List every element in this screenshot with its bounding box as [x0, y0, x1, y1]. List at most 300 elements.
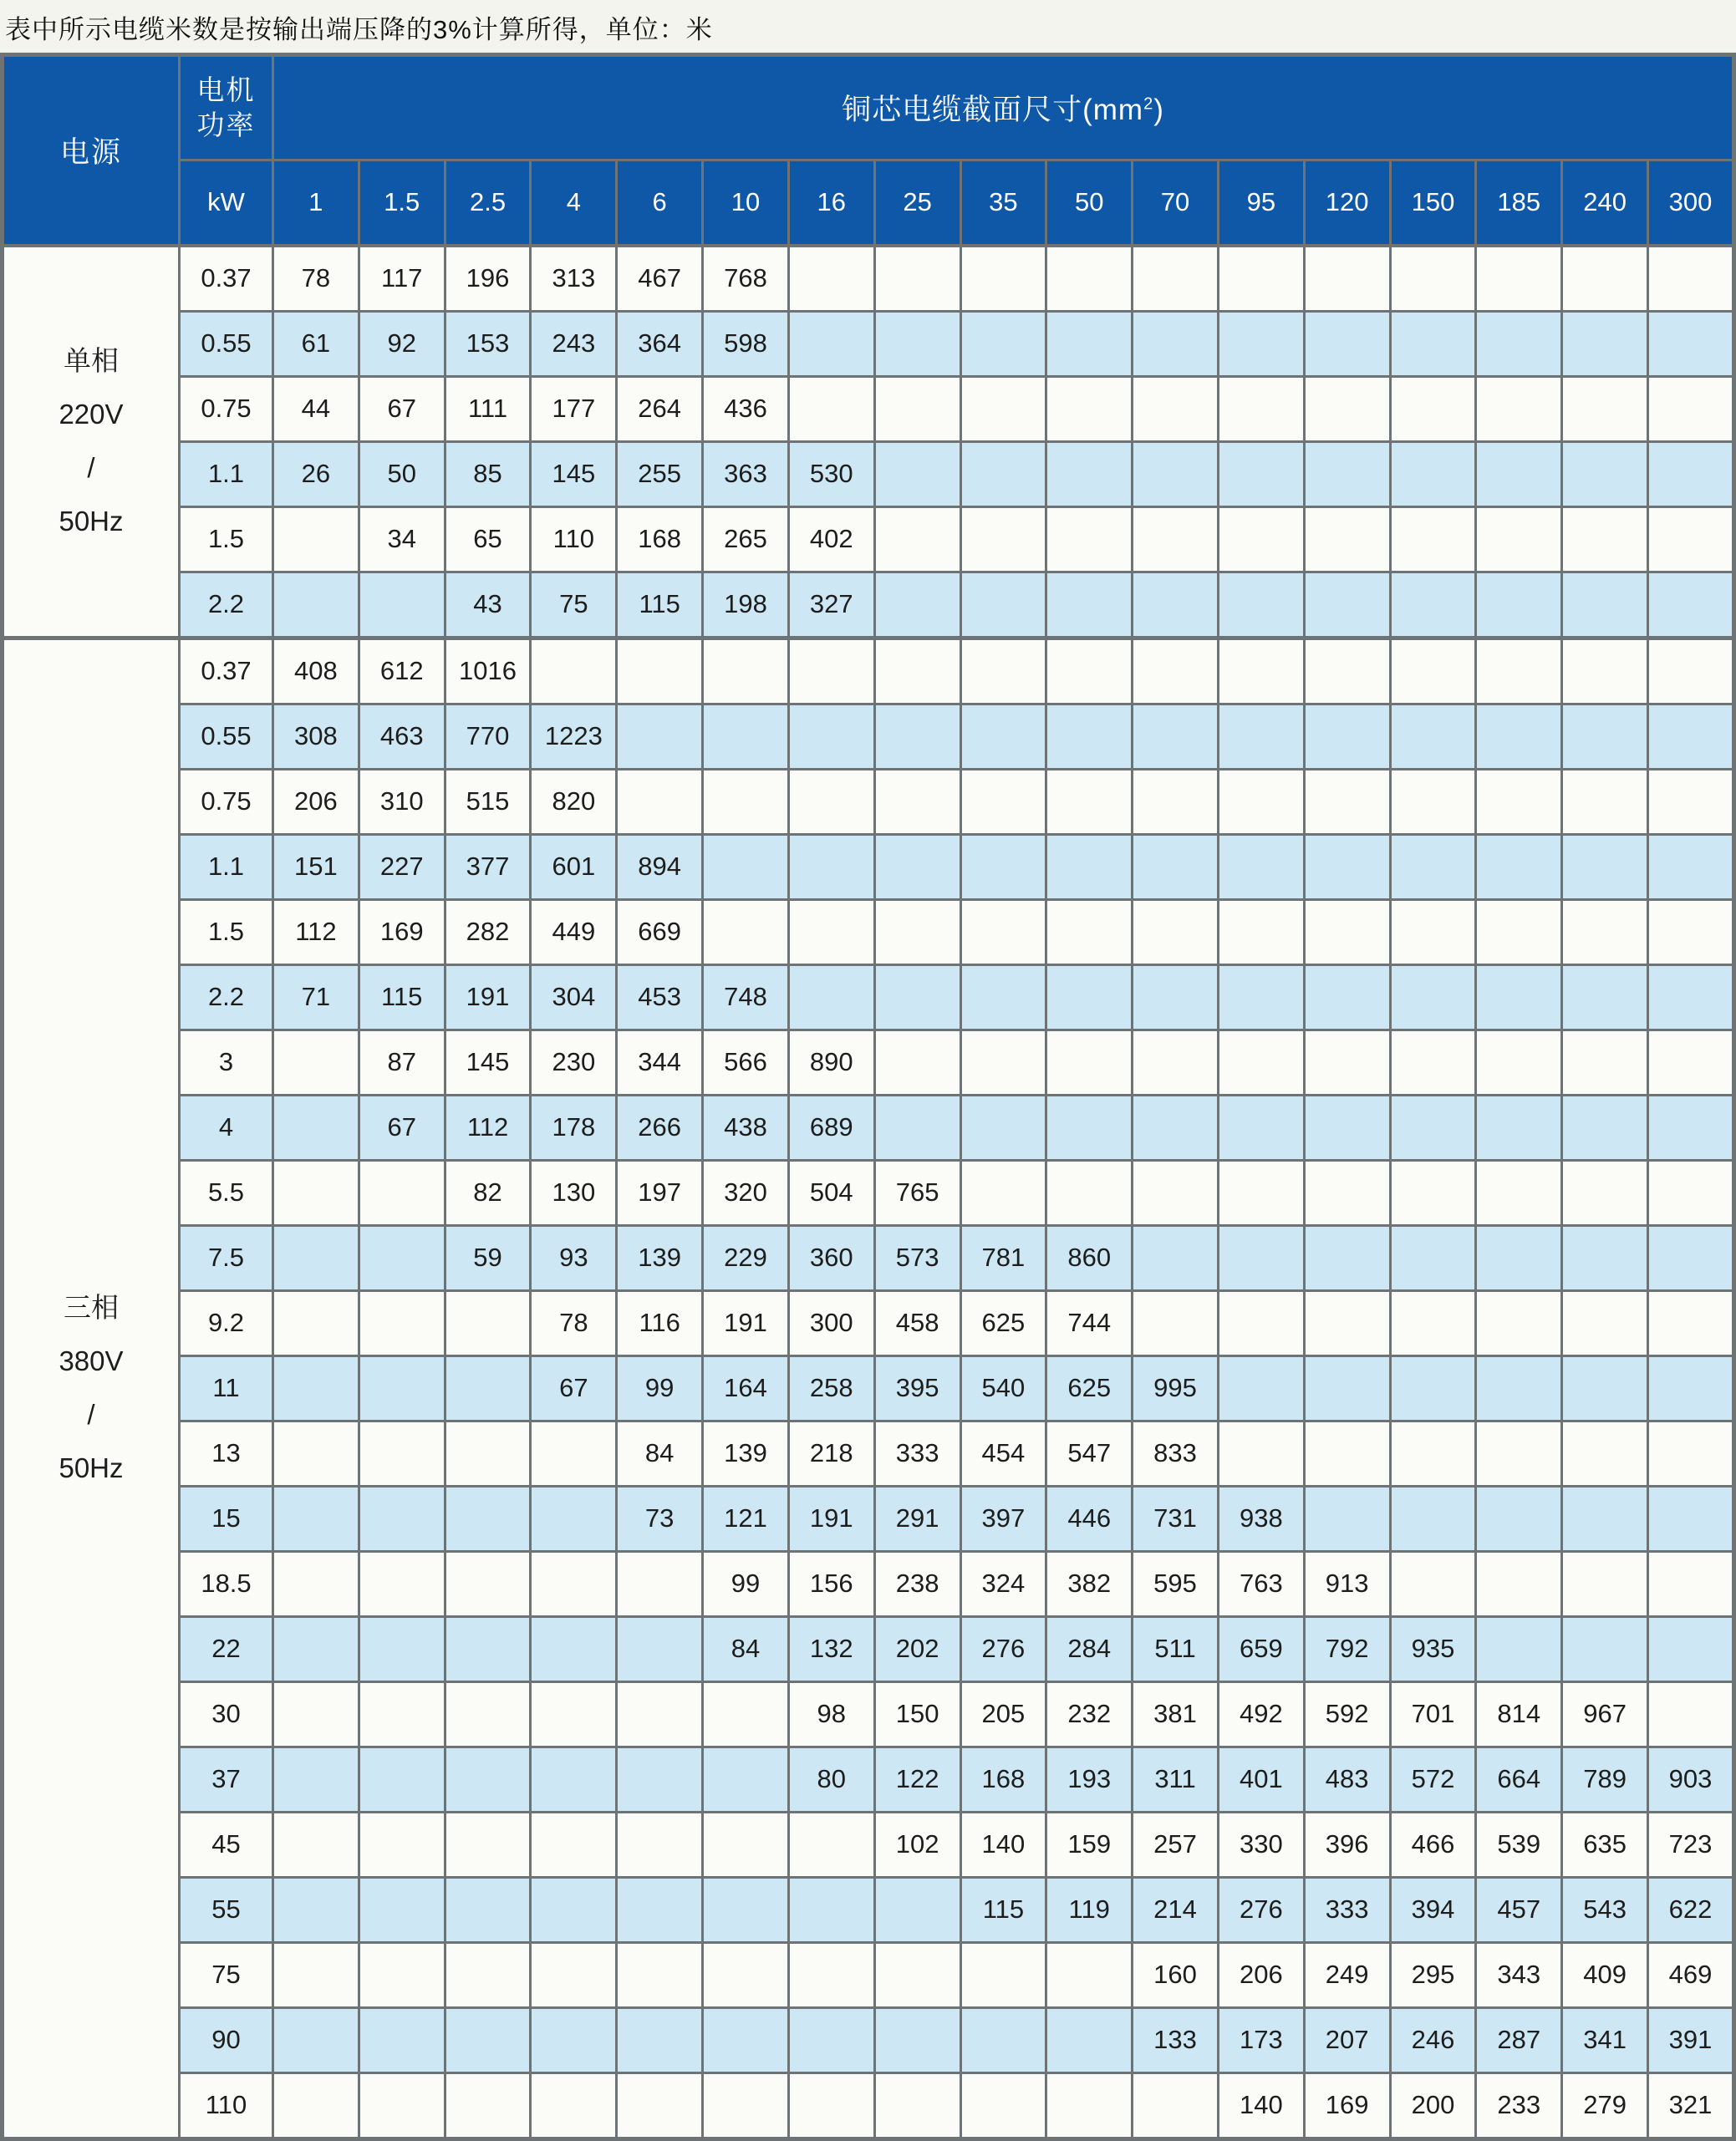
size-col-header: 185	[1476, 160, 1562, 246]
cable-length-cell: 860	[1046, 1225, 1133, 1290]
cable-length-cell	[1390, 834, 1476, 899]
cable-length-cell	[1390, 1030, 1476, 1095]
cable-length-cell	[1304, 572, 1390, 638]
cable-length-cell: 364	[617, 311, 703, 376]
cable-length-cell: 598	[703, 311, 789, 376]
cable-length-cell	[1133, 572, 1219, 638]
cable-length-cell: 789	[1562, 1747, 1648, 1812]
size-col-header: 150	[1390, 160, 1476, 246]
size-col-header: 6	[617, 160, 703, 246]
cable-length-cell	[1476, 1551, 1562, 1616]
power-source-header: 电源	[3, 55, 180, 246]
cable-length-cell: 701	[1390, 1681, 1476, 1747]
cable-length-cell: 659	[1218, 1616, 1304, 1681]
size-col-header: 2.5	[445, 160, 531, 246]
power-source-label-line: 三相	[64, 1292, 119, 1323]
cable-length-cell: 130	[531, 1160, 617, 1225]
cable-length-cell: 78	[531, 1290, 617, 1355]
cable-length-cell: 265	[703, 506, 789, 572]
cable-length-cell: 333	[874, 1421, 960, 1486]
cable-length-cell: 547	[1046, 1421, 1133, 1486]
cable-length-cell	[1046, 834, 1133, 899]
motor-power-cell: 75	[180, 1942, 273, 2007]
cable-length-cell	[1562, 246, 1648, 312]
cable-length-cell: 504	[788, 1160, 874, 1225]
cable-length-cell	[1304, 769, 1390, 834]
cable-length-cell	[1218, 1030, 1304, 1095]
cable-length-cell: 295	[1390, 1942, 1476, 2007]
cable-length-cell: 321	[1648, 2072, 1734, 2138]
cable-length-cell	[531, 638, 617, 704]
cable-length-cell	[1046, 2007, 1133, 2072]
cable-length-cell: 1016	[445, 638, 531, 704]
motor-power-cell: 9.2	[180, 1290, 273, 1355]
cable-length-cell	[703, 2007, 789, 2072]
cable-length-cell: 341	[1562, 2007, 1648, 2072]
cable-length-cell: 395	[874, 1355, 960, 1421]
cable-length-cell	[1133, 441, 1219, 506]
cable-length-cell	[1218, 376, 1304, 441]
cable-length-cell: 110	[531, 506, 617, 572]
cable-length-cell: 67	[531, 1355, 617, 1421]
cable-length-cell: 230	[531, 1030, 617, 1095]
cable-length-cell	[1390, 1551, 1476, 1616]
cable-length-cell	[703, 834, 789, 899]
cable-length-cell	[1390, 769, 1476, 834]
cable-length-cell: 67	[359, 1095, 445, 1160]
table-row	[3, 246, 1734, 312]
motor-power-cell: 1.5	[180, 899, 273, 964]
motor-power-header	[180, 55, 273, 160]
cable-length-cell	[273, 1616, 359, 1681]
cable-length-cell	[960, 2007, 1046, 2072]
cable-length-cell: 457	[1476, 1877, 1562, 1942]
table-row	[3, 964, 1734, 1030]
cable-length-cell	[1304, 1486, 1390, 1551]
cable-length-cell	[1648, 506, 1734, 572]
cable-length-cell	[1046, 769, 1133, 834]
cable-length-cell	[1218, 246, 1304, 312]
cable-length-cell: 112	[273, 899, 359, 964]
cable-length-cell: 151	[273, 834, 359, 899]
cable-length-cell: 116	[617, 1290, 703, 1355]
cable-length-cell	[273, 1812, 359, 1877]
cable-length-cell	[531, 1747, 617, 1812]
cable-length-cell	[359, 2072, 445, 2138]
table-row	[3, 1877, 1734, 1942]
cable-length-cell	[1562, 1355, 1648, 1421]
motor-power-cell: 22	[180, 1616, 273, 1681]
cable-length-cell: 65	[445, 506, 531, 572]
table-row	[3, 1355, 1734, 1421]
cable-length-cell	[1046, 441, 1133, 506]
cable-length-cell: 324	[960, 1551, 1046, 1616]
power-source-label-line: 单相	[64, 345, 119, 376]
motor-power-cell: 0.55	[180, 704, 273, 769]
cable-length-cell: 173	[1218, 2007, 1304, 2072]
power-source-label-line: 50Hz	[59, 1452, 124, 1483]
cable-length-cell: 232	[1046, 1681, 1133, 1747]
cable-length-cell: 191	[703, 1290, 789, 1355]
table-row	[3, 2007, 1734, 2072]
cable-length-cell	[1046, 1095, 1133, 1160]
cable-length-cell	[1562, 1486, 1648, 1551]
cable-length-cell: 84	[703, 1616, 789, 1681]
cable-length-cell: 198	[703, 572, 789, 638]
cable-length-cell: 50	[359, 441, 445, 506]
table-row	[3, 1290, 1734, 1355]
cable-length-cell: 156	[788, 1551, 874, 1616]
cable-length-cell	[960, 441, 1046, 506]
cable-length-cell: 257	[1133, 1812, 1219, 1877]
cable-length-cell: 168	[960, 1747, 1046, 1812]
cable-length-cell	[874, 769, 960, 834]
table-row	[3, 1486, 1734, 1551]
cable-length-cell	[1218, 506, 1304, 572]
cable-length-cell	[273, 1486, 359, 1551]
cable-length-cell	[1390, 638, 1476, 704]
cable-length-cell	[1218, 1095, 1304, 1160]
cable-length-cell	[445, 1942, 531, 2007]
cable-length-cell	[1476, 246, 1562, 312]
cable-length-cell	[1218, 311, 1304, 376]
motor-power-cell: 1.5	[180, 506, 273, 572]
cable-length-cell	[960, 1030, 1046, 1095]
cable-length-cell: 967	[1562, 1681, 1648, 1747]
cable-length-cell: 938	[1218, 1486, 1304, 1551]
cable-length-cell	[1562, 572, 1648, 638]
cable-length-cell	[1476, 638, 1562, 704]
power-source-cell	[3, 638, 180, 2138]
cable-length-cell	[1390, 704, 1476, 769]
cable-length-cell: 308	[273, 704, 359, 769]
cable-length-cell	[1648, 441, 1734, 506]
cable-length-cell	[1390, 1095, 1476, 1160]
cable-length-cell	[1133, 376, 1219, 441]
cable-length-cell: 206	[1218, 1942, 1304, 2007]
cable-length-cell: 311	[1133, 1747, 1219, 1812]
cable-length-cell: 119	[1046, 1877, 1133, 1942]
cable-length-cell	[1648, 1616, 1734, 1681]
cable-length-cell	[359, 1616, 445, 1681]
cable-length-cell	[617, 1747, 703, 1812]
cable-length-cell	[1390, 1355, 1476, 1421]
cable-length-cell: 763	[1218, 1551, 1304, 1616]
cable-length-cell	[1648, 964, 1734, 1030]
cable-length-cell: 731	[1133, 1486, 1219, 1551]
cable-length-cell: 394	[1390, 1877, 1476, 1942]
cable-length-cell	[1390, 1160, 1476, 1225]
cable-length-cell	[1133, 899, 1219, 964]
cable-length-cell: 287	[1476, 2007, 1562, 2072]
cable-length-cell: 266	[617, 1095, 703, 1160]
size-col-header: 95	[1218, 160, 1304, 246]
cable-length-cell	[1562, 899, 1648, 964]
cable-length-cell: 768	[703, 246, 789, 312]
table-caption: 表中所示电缆米数是按输出端压降的3%计算所得，单位：米	[5, 15, 713, 44]
motor-power-cell: 7.5	[180, 1225, 273, 1290]
motor-power-cell: 4	[180, 1095, 273, 1160]
cable-length-cell: 193	[1046, 1747, 1133, 1812]
cable-length-cell	[788, 834, 874, 899]
cable-length-cell	[1046, 1942, 1133, 2007]
cable-length-cell	[1648, 1290, 1734, 1355]
cable-length-cell	[617, 1551, 703, 1616]
cable-length-cell	[273, 1421, 359, 1486]
cable-length-cell: 214	[1133, 1877, 1219, 1942]
cable-length-cell: 191	[445, 964, 531, 1030]
table-row	[3, 1160, 1734, 1225]
cable-length-cell	[617, 2007, 703, 2072]
cable-length-cell	[1046, 704, 1133, 769]
motor-power-header-line1: 电机	[196, 74, 256, 105]
cable-length-cell	[960, 246, 1046, 312]
cable-length-cell: 178	[531, 1095, 617, 1160]
table-row	[3, 311, 1734, 376]
cable-length-cell	[1304, 638, 1390, 704]
cable-length-cell	[1046, 899, 1133, 964]
cable-length-cell	[617, 1942, 703, 2007]
motor-power-cell: 5.5	[180, 1160, 273, 1225]
table-row	[3, 2072, 1734, 2138]
cable-length-cell	[1562, 964, 1648, 1030]
cable-length-cell: 397	[960, 1486, 1046, 1551]
cable-length-cell	[960, 2072, 1046, 2138]
cable-length-cell	[1046, 1160, 1133, 1225]
cable-length-cell	[1390, 964, 1476, 1030]
cable-length-cell	[960, 769, 1046, 834]
cable-length-cell: 115	[359, 964, 445, 1030]
cable-length-cell	[531, 1812, 617, 1877]
cable-length-cell: 396	[1304, 1812, 1390, 1877]
cable-length-cell	[359, 1290, 445, 1355]
cable-length-cell: 61	[273, 311, 359, 376]
motor-power-header-line2: 功率	[196, 109, 256, 140]
cable-length-cell	[273, 1160, 359, 1225]
cable-length-cell: 344	[617, 1030, 703, 1095]
size-col-header: 120	[1304, 160, 1390, 246]
cable-length-cell	[1304, 1290, 1390, 1355]
cable-length-cell: 913	[1304, 1551, 1390, 1616]
cable-length-cell: 436	[703, 376, 789, 441]
cable-length-cell	[874, 2072, 960, 2138]
table-row	[3, 1421, 1734, 1486]
cable-length-cell: 34	[359, 506, 445, 572]
cable-length-cell	[359, 1355, 445, 1421]
cable-length-cell	[788, 1877, 874, 1942]
cable-length-cell: 169	[1304, 2072, 1390, 2138]
cable-length-cell	[445, 1616, 531, 1681]
cable-length-cell: 246	[1390, 2007, 1476, 2072]
cable-length-cell: 466	[1390, 1812, 1476, 1877]
cable-length-cell	[788, 376, 874, 441]
cable-length-cell	[359, 1877, 445, 1942]
cable-length-cell: 438	[703, 1095, 789, 1160]
cable-length-cell	[703, 1877, 789, 1942]
cable-length-cell	[788, 2007, 874, 2072]
cable-length-cell	[1390, 246, 1476, 312]
cable-length-cell	[874, 376, 960, 441]
cable-length-cell: 669	[617, 899, 703, 964]
cable-length-cell: 140	[1218, 2072, 1304, 2138]
cable-length-cell: 160	[1133, 1942, 1219, 2007]
cable-length-cell	[445, 1681, 531, 1747]
cable-length-cell	[273, 2007, 359, 2072]
cable-length-cell: 664	[1476, 1747, 1562, 1812]
cable-length-cell: 111	[445, 376, 531, 441]
cable-length-cell	[617, 638, 703, 704]
cable-length-cell	[445, 1747, 531, 1812]
cable-length-cell: 255	[617, 441, 703, 506]
cable-length-cell	[1648, 638, 1734, 704]
cable-length-cell: 744	[1046, 1290, 1133, 1355]
motor-power-cell: 0.37	[180, 246, 273, 312]
cable-length-cell	[273, 1551, 359, 1616]
cable-length-cell: 139	[703, 1421, 789, 1486]
cable-length-cell	[703, 1942, 789, 2007]
cable-length-cell	[531, 1877, 617, 1942]
cable-length-cell	[1304, 834, 1390, 899]
table-row	[3, 506, 1734, 572]
cable-length-cell	[1046, 246, 1133, 312]
cable-length-cell	[359, 1681, 445, 1747]
size-col-header: 1	[273, 160, 359, 246]
cable-length-cell: 200	[1390, 2072, 1476, 2138]
cable-length-cell	[531, 1681, 617, 1747]
cable-length-table	[0, 53, 1736, 2141]
cable-length-cell	[1218, 964, 1304, 1030]
cable-length-cell	[617, 1812, 703, 1877]
cable-length-cell	[1562, 1290, 1648, 1355]
cable-length-cell: 229	[703, 1225, 789, 1290]
table-row	[3, 1551, 1734, 1616]
cable-length-cell: 99	[617, 1355, 703, 1421]
cable-length-cell	[531, 1616, 617, 1681]
cable-length-cell: 595	[1133, 1551, 1219, 1616]
cable-length-cell: 26	[273, 441, 359, 506]
cable-length-cell: 313	[531, 246, 617, 312]
cable-length-cell: 310	[359, 769, 445, 834]
cable-length-cell	[1562, 1421, 1648, 1486]
size-col-header: 50	[1046, 160, 1133, 246]
cable-length-cell	[1648, 769, 1734, 834]
cable-length-cell	[1476, 376, 1562, 441]
cable-length-cell	[1562, 1095, 1648, 1160]
cable-length-cell	[359, 1225, 445, 1290]
cable-length-cell	[1218, 1290, 1304, 1355]
cable-length-cell	[1390, 1290, 1476, 1355]
cable-length-cell	[703, 638, 789, 704]
cable-length-cell: 191	[788, 1486, 874, 1551]
power-source-label-line: /	[87, 452, 95, 483]
cable-length-cell	[273, 1095, 359, 1160]
cable-length-cell	[359, 1421, 445, 1486]
cable-length-cell: 401	[1218, 1747, 1304, 1812]
cable-length-cell	[1648, 1030, 1734, 1095]
cable-length-cell: 573	[874, 1225, 960, 1290]
cable-length-cell	[1562, 1551, 1648, 1616]
table-row	[3, 638, 1734, 704]
cable-length-cell	[359, 1812, 445, 1877]
cable-length-cell	[960, 376, 1046, 441]
cable-length-cell: 304	[531, 964, 617, 1030]
cable-length-cell	[1562, 834, 1648, 899]
cable-length-cell	[788, 2072, 874, 2138]
cable-length-cell	[1562, 506, 1648, 572]
cable-length-cell: 572	[1390, 1747, 1476, 1812]
cable-length-cell: 330	[1218, 1812, 1304, 1877]
cable-length-cell	[1133, 1225, 1219, 1290]
cable-length-cell: 409	[1562, 1942, 1648, 2007]
cable-length-cell	[1218, 1160, 1304, 1225]
power-source-label-line: 380V	[59, 1345, 124, 1376]
cable-length-cell: 765	[874, 1160, 960, 1225]
cable-length-cell	[960, 572, 1046, 638]
cable-length-cell: 218	[788, 1421, 874, 1486]
cable-length-cell	[359, 1942, 445, 2007]
cable-length-cell	[960, 638, 1046, 704]
motor-power-cell: 45	[180, 1812, 273, 1877]
cable-length-cell	[1476, 1616, 1562, 1681]
cable-length-cell: 820	[531, 769, 617, 834]
cable-length-cell	[273, 2072, 359, 2138]
cable-length-cell: 530	[788, 441, 874, 506]
size-col-header: 16	[788, 160, 874, 246]
cable-length-cell	[1476, 964, 1562, 1030]
table-row	[3, 1095, 1734, 1160]
table-row	[3, 376, 1734, 441]
cable-length-cell	[874, 1030, 960, 1095]
motor-power-cell: 13	[180, 1421, 273, 1486]
cable-length-cell: 145	[445, 1030, 531, 1095]
cable-length-cell	[617, 1877, 703, 1942]
size-col-header: 35	[960, 160, 1046, 246]
cable-length-cell	[531, 1551, 617, 1616]
cable-length-cell: 102	[874, 1812, 960, 1877]
cable-length-cell	[273, 1030, 359, 1095]
size-col-header: 10	[703, 160, 789, 246]
cable-length-cell	[273, 506, 359, 572]
size-col-header: 1.5	[359, 160, 445, 246]
cable-length-cell	[1390, 1421, 1476, 1486]
cable-length-cell: 145	[531, 441, 617, 506]
cable-length-cell	[273, 1747, 359, 1812]
table-row	[3, 834, 1734, 899]
cable-length-cell: 233	[1476, 2072, 1562, 2138]
table-row	[3, 1030, 1734, 1095]
cable-length-cell: 467	[617, 246, 703, 312]
cable-length-cell	[960, 1095, 1046, 1160]
cable-length-cell	[1648, 1486, 1734, 1551]
cable-length-cell: 781	[960, 1225, 1046, 1290]
cable-length-cell	[1046, 572, 1133, 638]
cable-length-cell	[703, 1812, 789, 1877]
cable-length-cell: 689	[788, 1095, 874, 1160]
cable-length-cell	[1304, 1030, 1390, 1095]
cable-length-cell	[1133, 638, 1219, 704]
cable-length-cell	[531, 2007, 617, 2072]
cable-length-cell: 792	[1304, 1616, 1390, 1681]
cable-length-cell	[703, 2072, 789, 2138]
cable-length-cell	[617, 1616, 703, 1681]
cable-length-cell: 543	[1562, 1877, 1648, 1942]
cable-length-cell	[788, 899, 874, 964]
cable-length-cell: 723	[1648, 1812, 1734, 1877]
motor-power-cell: 1.1	[180, 441, 273, 506]
cable-length-cell	[617, 769, 703, 834]
cable-length-cell	[788, 704, 874, 769]
cable-length-cell	[445, 1812, 531, 1877]
